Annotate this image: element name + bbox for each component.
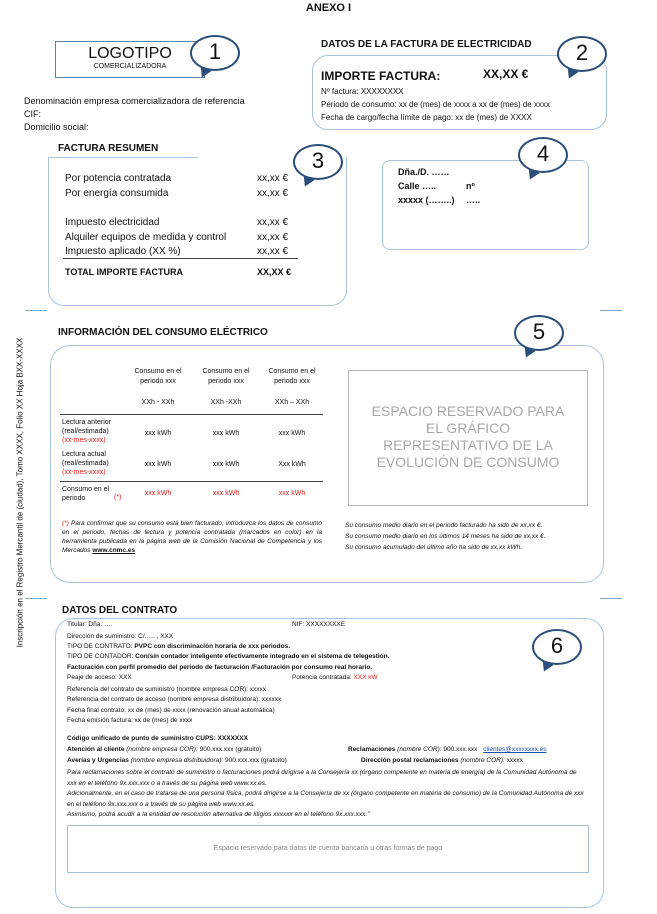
company-cif: CIF: <box>24 109 41 119</box>
bank-data-placeholder: Espacio reservado para datos de cuenta bancaria u otras formas de pago <box>67 825 589 873</box>
postal-claims: Dirección postal reclamaciones (nombre COR): xxxxx <box>361 757 523 764</box>
summary-total-value: XX,XX € <box>257 267 292 277</box>
separator-mark <box>25 598 47 599</box>
claims-email-link[interactable]: clientes@xxxxxxxx.es <box>483 746 547 753</box>
company-info <box>24 95 245 134</box>
consumption-row-label: Lectura actual (real/estimada) (xx-mes-xxxx) <box>62 451 109 476</box>
invoice-amount-label: IMPORTE FACTURA: <box>321 69 441 83</box>
claims-contact: Reclamaciones (nombre COR): 900.xxx.xxx clientes@xxxxxxxx.es <box>348 746 547 753</box>
company-name: Denominación empresa comercializadora de referencia <box>24 96 245 106</box>
consumption-footnote: (*) Para confirmar que su consumo está bien facturado, introduzca los datos de consumo en el periodo, fechas de lectura y potencia contratada (marcados en color) en la herramienta publicada en la página web de la Comisión Nacional de Competencia y los Mercados www.cnmc.es <box>62 520 322 554</box>
contract-cups: Código unificado de punto de suministro CUPS: XXXXXXX <box>67 735 248 742</box>
separator-mark <box>25 310 47 311</box>
contract-details: Dirección de suministro: C/….. , XXX TIPO DE CONTRATO: PVPC con discriminación horaria de xxx periodos. TIPO DE CONTADOR: Con/sin contador inteligente efectivamente integrado en el sistema de telegestión. Facturación con perfil promedio del periodo de facturación /Facturación por consumo real horario. <box>67 633 390 671</box>
consumption-col-sub: XXh – XXh <box>274 399 310 406</box>
breakdowns-contact: Averías y Urgencias (nombre empresa distribuidora): 900.xxx.xxx (gratuito) <box>67 757 287 764</box>
callout-bubble-1: 1 <box>190 35 240 71</box>
registry-side-text: Inscripción en el Registro Mercantil de (ciudad), Tomo XXXX, Folio XX Hoja BXX-XXXX <box>15 337 25 648</box>
callout-bubble-2: 2 <box>557 36 607 72</box>
invoice-period: Periodo de consumo: xx de (mes) de xxxx a xx de (mes) de xxxx <box>321 100 550 109</box>
consumption-cell: Xxx kWh <box>278 461 306 468</box>
consumption-cell: xxx kWh <box>144 461 172 468</box>
summary-row: Alquiler equipos de medida y control xx,xx € <box>65 232 289 243</box>
callout-bubble-4: 4 <box>518 137 568 173</box>
summary-divider <box>63 258 298 259</box>
recipient-postal: xxxxx (……..) <box>398 195 455 205</box>
invoice-data-title: DATOS DE LA FACTURA DE ELECTRICIDAD <box>321 39 532 50</box>
page-title: ANEXO I <box>305 2 352 14</box>
contract-nif: NIF: XXXXXXXXE <box>292 621 346 628</box>
invoice-details <box>321 85 550 124</box>
consumption-table-divider <box>60 414 323 415</box>
consumption-col-sub: XXh -XXh <box>210 399 242 406</box>
separator-mark <box>600 310 622 311</box>
invoice-number: Nº factura: XXXXXXXX <box>321 87 404 96</box>
recipient-address <box>398 165 481 207</box>
summary-row: Por energía consumida xx,xx € <box>65 188 289 199</box>
consumption-cell: xxx kWh <box>144 490 172 497</box>
callout-bubble-3: 3 <box>293 144 343 180</box>
consumption-cell: xxx kWh <box>212 430 240 437</box>
contract-references: Referencia del contrato de suministro (nombre empresa COR): xxxxx Referencia del contrato de acceso (nombre empresa distribuidora): xxxxxx Fecha final contrato: xx de (mes) de xxxx (renovación anual automática) Fecha emisión factura: xx de (mes) de xxxx <box>67 686 282 724</box>
summary-title: FACTURA RESUMEN <box>58 143 159 154</box>
consumption-cell: xxx kWh <box>144 430 172 437</box>
callout-bubble-5: 5 <box>514 315 564 351</box>
graph-placeholder: ESPACIO RESERVADO PARA EL GRÁFICO REPRESENTATIVO DE LA EVOLUCIÓN DE CONSUMO <box>348 370 588 506</box>
legal-text: Para reclamaciones sobre el contrato de suministro o facturaciones podrá dirigirse a la Consejería xx (órgano competente en materia de energía) de la Comunidad Autónoma de xxx en el teléfono 9x.xxx.xxx o a través de su página web www.xx.es. Adicionalmente, en el caso de tratarse de una persona física, podrá dirigirse a la Consejería de xx (órgano competente en materia de consumo) de la Comunidad Autónoma de xxx en el teléfono 9x.xxx.xxx o a través de su página web www.xx.es. Asimismo, podrá acudir a la entidad de resolución alternativa de litigios xxxxxx en el teléfono 9x.xxx.xxx." <box>67 769 584 818</box>
invoice-due-date: Fecha de cargo/fecha límite de pago: xx de (mes) de XXXX <box>321 113 532 122</box>
consumption-asterisk: (*) <box>114 494 122 501</box>
summary-total-label: TOTAL IMPORTE FACTURA <box>65 267 183 277</box>
consumption-cell: xxx kWh <box>212 461 240 468</box>
summary-row: Impuesto electricidad xx,xx € <box>65 217 289 228</box>
consumption-col-header: Consumo en el periodo xxx <box>268 368 316 385</box>
consumption-row-label: Consumo en el periodo <box>62 486 110 502</box>
callout-bubble-6: 6 <box>532 629 582 665</box>
consumption-cell: xxx kWh <box>278 430 306 437</box>
customer-service: Atención al cliente (nombre empresa COR): 900.xxx.xxx (gratuito) <box>67 746 262 753</box>
invoice-amount-value: XX,XX € <box>483 67 529 81</box>
logo-box <box>55 41 205 78</box>
logo-title: LOGOTIPO <box>88 45 172 62</box>
summary-row: Por potencia contratada xx,xx € <box>65 173 289 184</box>
separator-mark <box>600 598 622 599</box>
recipient-name: Dña./D. …… <box>398 167 450 177</box>
consumption-title: INFORMACIÓN DEL CONSUMO ELÉCTRICO <box>58 327 268 338</box>
contract-holder: Titular: Dña. …. <box>67 621 113 628</box>
consumption-cell: xxx kWh <box>212 490 240 497</box>
invoice-amount-row <box>321 67 440 85</box>
consumption-row-label: Lectura anterior (real/estimada) (xx-mes-xxxx) <box>62 419 112 444</box>
consumption-col-sub: XXh - XXh <box>141 399 175 406</box>
cnmc-link[interactable]: www.cnmc.es <box>92 547 136 554</box>
contract-peaje: Peaje de acceso: XXX <box>67 674 132 681</box>
company-address: Domicilio social: <box>24 122 89 132</box>
consumption-cell: xxx kWh <box>278 490 306 497</box>
summary-rows <box>65 173 295 260</box>
consumption-summary: Su consumo medio diario en el periodo facturado ha sido de xx,xx €. Su consumo medio diario en los últimos 14 meses ha sido de xx,xx €. Su consumo acumulado del último año ha sido de xx,xx kWh. <box>345 522 546 551</box>
contract-power: Potencia contratada: XXX kW <box>292 674 378 681</box>
summary-row: Impuesto aplicado (XX %) xx,xx € <box>65 246 289 257</box>
consumption-table-divider <box>60 481 323 482</box>
consumption-col-header: Consumo en el periodo xxx <box>202 368 250 385</box>
contract-title: DATOS DEL CONTRATO <box>62 605 178 616</box>
consumption-col-header: Consumo en el periodo xxx <box>134 368 182 385</box>
logo-subtitle: COMERCIALIZADORA <box>93 63 167 70</box>
recipient-street: Calle ….. nº ….. <box>398 181 481 205</box>
